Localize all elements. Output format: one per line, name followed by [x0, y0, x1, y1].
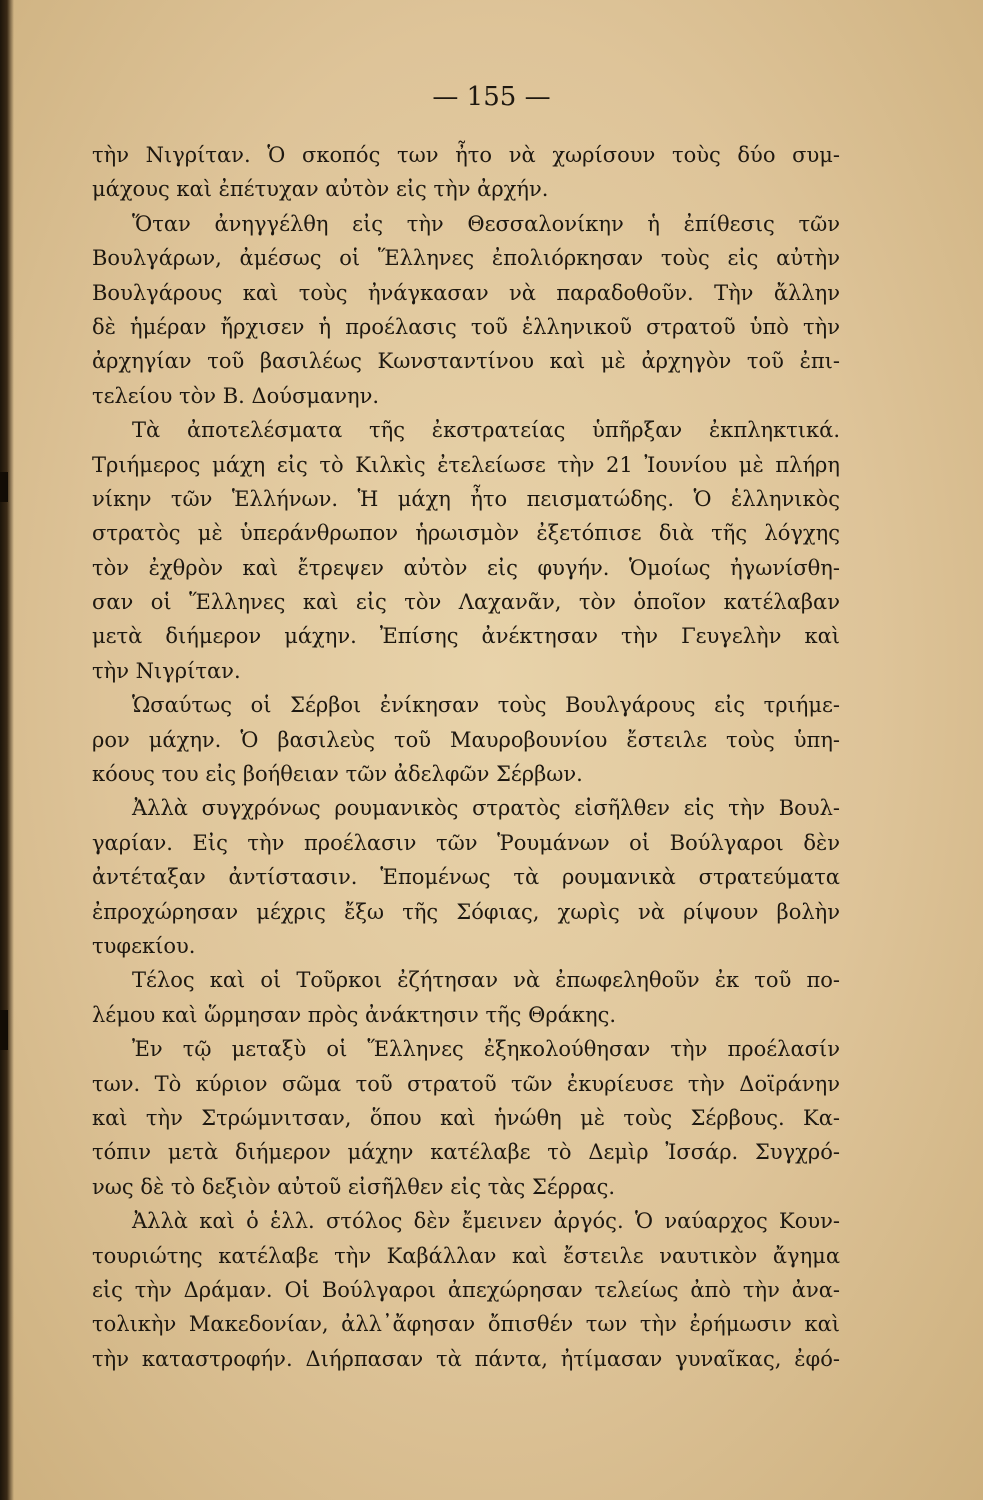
text-line: τολικὴν Μακεδονίαν, ἀλλ᾿ἄφησαν ὄπισθέν των τὴν ἐρήμωσιν καὶ	[92, 1312, 840, 1337]
text-line: Ἀλλὰ συγχρόνως ρουμανικὸς στρατὸς εἰσῆλθεν εἰς τὴν Βουλ-	[132, 796, 840, 821]
binding-mark	[0, 472, 8, 502]
text-line: Ὡσαύτως οἱ Σέρβοι ἐνίκησαν τοὺς Βουλγάρους εἰς τριήμε-	[132, 693, 840, 718]
text-line: Βουλγάρους καὶ τοὺς ἠνάγκασαν νὰ παραδοθοῦν. Τὴν ἄλλην	[92, 280, 840, 305]
text-line: τὸν ἐχθρὸν καὶ ἔτρεψεν αὐτὸν εἰς φυγήν. Ὁμοίως ἠγωνίσθη-	[92, 555, 840, 580]
text-line: εἰς τὴν Δράμαν. Οἱ Βούλγαροι ἀπεχώρησαν τελείως ἀπὸ τὴν ἀνα-	[92, 1277, 840, 1302]
text-line: μάχους καὶ ἐπέτυχαν αὐτὸν εἰς τὴν ἀρχήν.	[92, 177, 549, 202]
text-line: Ὅταν ἀνηγγέλθη εἰς τὴν Θεσσαλονίκην ἡ ἐπίθεσις τῶν	[132, 211, 840, 236]
text-line: τουριώτης κατέλαβε τὴν Καβάλλαν καὶ ἔστειλε ναυτικὸν ἄγημα	[92, 1243, 840, 1268]
text-line: τελείου τὸν Β. Δούσμανην.	[92, 383, 380, 408]
text-line: τὴν καταστροφήν. Διήρπασαν τὰ πάντα, ἠτίμασαν γυναῖκας, ἐφό-	[92, 1346, 840, 1371]
text-line: νως δὲ τὸ δεξιὸν αὐτοῦ εἰσῆλθεν εἰς τὰς Σέρρας.	[92, 1174, 616, 1199]
text-line: τὴν Νιγρίταν.	[92, 658, 241, 683]
text-line: ἀντέταξαν ἀντίστασιν. Ἑπομένως τὰ ρουμανικὰ στρατεύματα	[92, 865, 840, 890]
text-line: ρον μάχην. Ὁ βασιλεὺς τοῦ Μαυροβουνίου ἔστειλε τοὺς ὑπη-	[92, 727, 840, 752]
text-line: τόπιν μετὰ διήμερον μάχην κατέλαβε τὸ Δεμὶρ Ἰσσάρ. Συγχρό-	[92, 1140, 840, 1165]
text-line: καὶ τὴν Στρώμνιτσαν, ὅπου καὶ ἡνώθη μὲ τοὺς Σέρβους. Κα-	[92, 1105, 840, 1130]
text-line: λέμου καὶ ὥρμησαν πρὸς ἀνάκτησιν τῆς Θράκης.	[92, 1002, 617, 1027]
text-line: δὲ ἡμέραν ἤρχισεν ἡ προέλασις τοῦ ἑλληνικοῦ στρατοῦ ὑπὸ τὴν	[92, 314, 840, 339]
text-line: Τέλος καὶ οἱ Τοῦρκοι ἐζήτησαν νὰ ἐπωφεληθοῦν ἐκ τοῦ πο-	[132, 968, 840, 993]
text-line: τυφεκίου.	[92, 933, 196, 958]
page-number: — 155 —	[432, 82, 551, 112]
text-line: Ἀλλὰ καὶ ὁ ἑλλ. στόλος δὲν ἔμεινεν ἀργός. Ὁ ναύαρχος Κουν-	[132, 1209, 840, 1234]
text-line: γαρίαν. Εἰς τὴν προέλασιν τῶν Ῥουμάνων οἱ Βούλγαροι δὲν	[92, 830, 840, 855]
text-line: κόους του εἰς βοήθειαν τῶν ἀδελφῶν Σέρβων.	[92, 762, 583, 787]
text-line: ἀρχηγίαν τοῦ βασιλέως Κωνσταντίνου καὶ μὲ ἀρχηγὸν τοῦ ἐπι-	[92, 349, 840, 374]
text-line: στρατὸς μὲ ὑπεράνθρωπον ἡρωισμὸν ἐξετόπισε διὰ τῆς λόγχης	[92, 521, 840, 546]
text-line: ἐπροχώρησαν μέχρις ἔξω τῆς Σόφιας, χωρὶς νὰ ρίψουν βολὴν	[92, 899, 840, 924]
page-binding-edge	[0, 0, 14, 1500]
text-line: Τριήμερος μάχη εἰς τὸ Κιλκὶς ἐτελείωσε τὴν 21 Ἰουνίου μὲ πλήρη	[92, 452, 840, 477]
text-line: Ἐν τῷ μεταξὺ οἱ Ἕλληνες ἐξηκολούθησαν τὴν προέλασίν	[132, 1037, 840, 1062]
text-line: νίκην τῶν Ἑλλήνων. Ἡ μάχη ἦτο πεισματώδης. Ὁ ἑλληνικὸς	[92, 486, 840, 511]
text-line: μετὰ διήμερον μάχην. Ἐπίσης ἀνέκτησαν τὴν Γευγελὴν καὶ	[92, 624, 840, 649]
text-line: Βουλγάρων, ἀμέσως οἱ Ἕλληνες ἐπολιόρκησαν τοὺς εἰς αὐτὴν	[92, 246, 840, 271]
text-line: των. Τὸ κύριον σῶμα τοῦ στρατοῦ τῶν ἐκυρίευσε τὴν Δοϊράνην	[92, 1071, 840, 1096]
binding-mark	[0, 1010, 8, 1050]
text-line: τὴν Νιγρίταν. Ὁ σκοπός των ἦτο νὰ χωρίσουν τοὺς δύο συμ-	[92, 143, 840, 167]
body-text	[92, 138, 840, 1376]
text-line: σαν οἱ Ἕλληνες καὶ εἰς τὸν Λαχανᾶν, τὸν ὁποῖον κατέλαβαν	[92, 590, 840, 615]
text-line: Τὰ ἀποτελέσματα τῆς ἐκστρατείας ὑπῆρξαν ἐκπληκτικά.	[132, 418, 840, 443]
